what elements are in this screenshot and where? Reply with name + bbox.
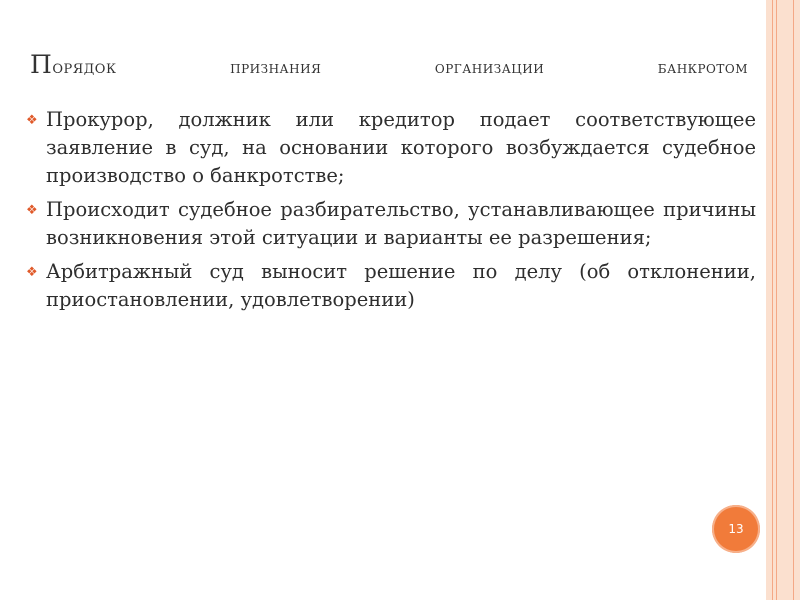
- list-item: [26, 258, 756, 314]
- diamond-bullet-icon: ❖: [26, 265, 38, 280]
- title-word: признания: [230, 58, 322, 78]
- page-number-badge: [712, 505, 760, 553]
- title-word: банкротом: [657, 58, 748, 78]
- diamond-bullet-icon: ❖: [26, 113, 38, 128]
- title-word: Порядок: [30, 50, 117, 79]
- slide-title: [30, 50, 748, 79]
- right-decorative-line: [776, 0, 777, 600]
- list-item: [26, 106, 756, 190]
- list-item-text: Прокурор, должник или кредитор подает соответствующее заявление в суд, на основании которого возбуждается судебное производство о банкротстве;: [46, 108, 756, 187]
- list-item-text: Происходит судебное разбирательство, устанавливающее причины возникновения этой ситуации и варианты ее разрешения;: [46, 198, 756, 249]
- right-decorative-line: [772, 0, 773, 600]
- page-number: 13: [728, 522, 744, 536]
- bullet-list: [26, 106, 756, 320]
- list-item: [26, 196, 756, 252]
- list-item-text: Арбитражный суд выносит решение по делу (об отклонении, приостановлении, удовлетворении): [46, 260, 756, 311]
- title-word: организации: [434, 58, 545, 78]
- right-decorative-line: [793, 0, 794, 600]
- diamond-bullet-icon: ❖: [26, 203, 38, 218]
